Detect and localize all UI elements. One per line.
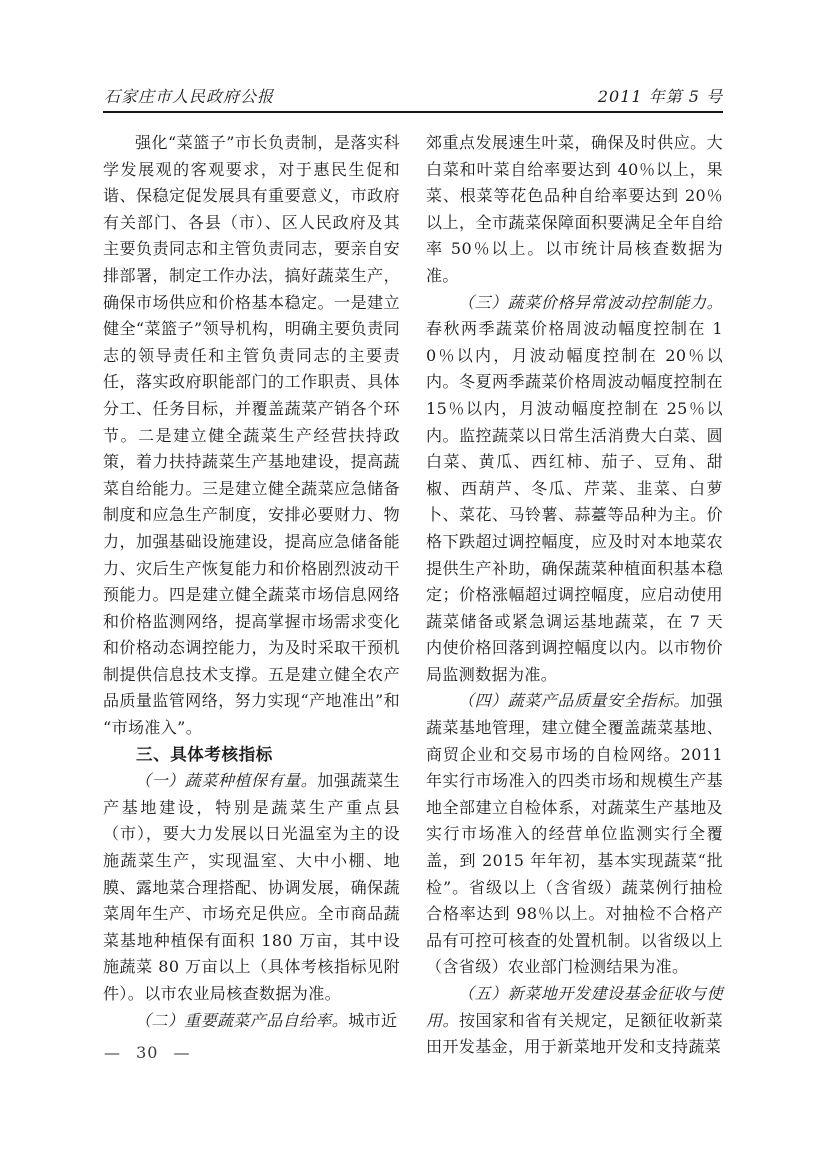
body-columns	[103, 130, 723, 1061]
text-segment: 城市近	[348, 1010, 398, 1030]
text-segment: 加强蔬菜基地管理，建立健全覆盖蔬菜基地、商贸企业和交易市场的自检网络。2011 年实行市场准入的四类市场和规模生产基地全部建立自检体系，对蔬菜生产基地及实行市场准入的经营单位监测实行全覆盖，到 2015 年年初，基本实现蔬菜“批检”。省级以上（含省级）蔬菜例行抽检合格率达到 98％以上。对抽检不合格产品有可控可核查的处置机制。以省级以上（含省级）农业部门检测结果为准。	[426, 691, 723, 977]
text-segment: 强化“菜篮子”市长负责制，是落实科学发展观的客观要求，对于惠民生促和谐、保稳定促发展具有重要意义，市政府有关部门、各县（市）、区人民政府及其主要负责同志和主管负责同志，要亲自安排部署，制定工作办法，搞好蔬菜生产，确保市场供应和价格基本稳定。一是建立健全“菜篮子”领导机构，明确主要负责同志的领导责任和主管负责同志的主要责任，落实政府职能部门的工作职责、具体分工、任务目标，并覆盖蔬菜产销各个环节。二是建立健全蔬菜生产经营扶持政策，着力扶持蔬菜生产基地建设，提高蔬菜自给能力。三是建立健全蔬菜应急储备制度和应急生产制度，安排必要财力、物力，加强基础设施建设，提高应急储备能力、灾后生产恢复能力和价格剧烈波动干预能力。四是建立健全蔬菜市场信息网络和价格监测网络，提高掌握市场需求变化和价格动态调控能力，为及时采取干预机制提供信息技术支撑。五是建立健全农产品质量监管网络，努力实现“产地准出”和“市场准入”。	[103, 133, 400, 738]
column-left	[103, 130, 400, 1061]
paragraph	[103, 1008, 400, 1035]
page-footer	[104, 1040, 191, 1066]
item-title-segment: （四）蔬菜产品质量安全指标。	[458, 691, 691, 711]
paragraph	[426, 688, 723, 981]
item-title-segment: （三）蔬菜价格异常波动控制能力。	[458, 292, 723, 312]
paragraph	[426, 981, 723, 1061]
item-title-segment: （五）新菜地开发建设基金征收与使用。	[426, 984, 723, 1030]
header-rule	[103, 111, 723, 113]
item-title-segment: （二）重要蔬菜产品自给率。	[135, 1010, 349, 1030]
paragraph	[103, 130, 400, 742]
issue-number: 2011 年第 5 号	[597, 87, 723, 106]
text-segment: 春秋两季蔬菜价格周波动幅度控制在 10％以内，月波动幅度控制在 20％以内。冬夏两季蔬菜价格周波动幅度控制在 15％以内，月波动幅度控制在 25％以内。监控蔬菜以日常生活消费大白菜、圆白菜、黄瓜、西红柿、茄子、豆角、甜椒、西葫芦、冬瓜、芹菜、韭菜、白萝卜、菜花、马铃薯、蒜薹等品种为主。价格下跌超过调控幅度，应及时对本地菜农提供生产补助，确保蔬菜种植面积基本稳定；价格涨幅超过调控幅度，应启动使用蔬菜储备或紧急调运基地蔬菜，在 7 天内使价格回落到调控幅度以内。以市物价局监测数据为准。	[426, 319, 723, 684]
section-heading	[103, 742, 400, 769]
page-number: — 30 —	[104, 1043, 191, 1062]
text-segment: 郊重点发展速生叶菜，确保及时供应。大白菜和叶菜自给率要达到 40％以上，果菜、根菜等花色品种自给率要达到 20％以上，全市蔬菜保障面积要满足全年自给率 50％以上。以市统计局核查数据为准。	[426, 133, 723, 285]
paragraph	[103, 768, 400, 1007]
text-segment: 按国家和省有关规定，足额征收新菜田开发基金，用于新菜地开发和支持蔬菜	[426, 1010, 723, 1057]
item-title-segment: （一）蔬菜种植保有量。	[135, 771, 318, 791]
text-segment: 加强蔬菜生产基地建设，特别是蔬菜生产重点县（市），要大力发展以日光温室为主的设施蔬菜生产，实现温室、大中小棚、地膜、露地菜合理搭配、协调发展，确保蔬菜周年生产、市场充足供应。全市商品蔬菜基地种植保有面积 180 万亩，其中设施蔬菜 80 万亩以上（具体考核指标见附件）。以市农业局核查数据为准。	[103, 771, 400, 1003]
paragraph	[426, 130, 723, 290]
page-header	[104, 84, 723, 107]
publication-title: 石家庄市人民政府公报	[104, 87, 275, 106]
column-right	[426, 130, 723, 1061]
paragraph	[426, 290, 723, 689]
text-segment: 三、具体考核指标	[136, 744, 273, 764]
